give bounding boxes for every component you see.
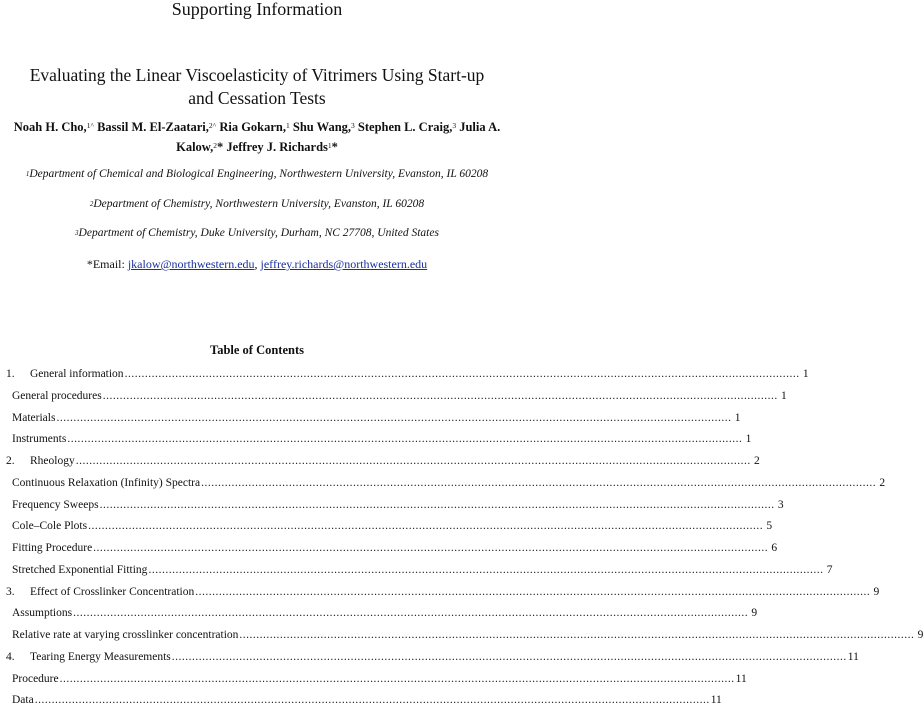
toc-page-number: 1 (802, 368, 809, 380)
toc-dot-leader: ........................................................................................................................................................................................................ (124, 368, 800, 380)
email-link-kalow[interactable]: jkalow@northwestern.edu (127, 257, 255, 271)
author-list (4, 117, 510, 157)
toc-dot-leader: ........................................................................................................................................................................................................ (171, 650, 847, 663)
toc-entry[interactable] (6, 560, 833, 582)
affiliation-3-text: Department of Chemistry, Duke University, Durham, NC 27708, United States (78, 227, 439, 239)
toc-dot-leader: ........................................................................................................................................................................................................ (88, 520, 764, 533)
toc-page-number: 3 (777, 498, 784, 511)
affiliation-1-text: Department of Chemical and Biological Engineering, Northwestern University, Evanston, IL 60208 (29, 168, 489, 180)
toc-entry[interactable] (6, 516, 773, 538)
author-name: Jeffrey J. Richards (226, 140, 328, 154)
author-affiliation-marker: 2 (213, 141, 218, 150)
author-name: Julia A. Kalow, (176, 120, 501, 154)
toc-title: Table of Contents (210, 343, 304, 357)
toc-entry[interactable] (6, 647, 859, 669)
table-of-contents (6, 364, 923, 712)
toc-entry-title: Cole–Cole Plots (12, 520, 88, 533)
toc-entry[interactable] (6, 408, 741, 430)
author-affiliation-marker: 3 (452, 121, 457, 130)
paper-title (0, 64, 514, 110)
toc-entry-title: Effect of Crosslinker Concentration (30, 585, 195, 598)
author-name: Noah H. Cho, (13, 120, 87, 134)
toc-page-number: 11 (735, 672, 747, 685)
toc-entry-title: Frequency Sweeps (12, 498, 99, 511)
toc-entry[interactable] (6, 625, 923, 647)
author-affiliation-marker: 1 (327, 141, 332, 150)
toc-dot-leader: ........................................................................................................................................................................................................ (75, 455, 751, 467)
contact-email (0, 256, 514, 272)
toc-page-number: 9 (917, 629, 923, 641)
toc-page-number: 2 (753, 455, 760, 467)
email-label: *Email: (86, 257, 128, 271)
toc-entry[interactable] (6, 538, 778, 560)
document-heading: Supporting Information (171, 0, 343, 19)
toc-entry-title: Instruments (12, 433, 67, 446)
toc-dot-leader: ........................................................................................................................................................................................................ (67, 433, 743, 446)
toc-dot-leader: ........................................................................................................................................................................................................ (195, 585, 871, 598)
toc-page-number: 11 (847, 650, 859, 663)
paper-title-line-1: Evaluating the Linear Viscoelasticity of Vitrimers Using Start-up (29, 65, 485, 85)
toc-page-number: 1 (745, 433, 752, 446)
toc-entry-title: Tearing Energy Measurements (30, 650, 171, 663)
toc-entry-title: General procedures (12, 389, 102, 402)
toc-entry-title: Relative rate at varying crosslinker concentration (12, 629, 239, 641)
toc-entry[interactable] (6, 386, 787, 408)
toc-entry[interactable] (6, 690, 722, 712)
affiliation-3 (0, 225, 514, 241)
paper-title-line-2: and Cessation Tests (188, 88, 326, 108)
author-affiliation-marker: 2^ (208, 121, 217, 130)
toc-entry-title: Materials (12, 411, 56, 424)
affiliation-3-marker: 3 (75, 229, 79, 237)
toc-dot-leader: ........................................................................................................................................................................................................ (34, 694, 710, 707)
toc-page-number: 9 (873, 585, 880, 598)
author-affiliation-marker: 1 (286, 121, 290, 130)
email-link-richards[interactable]: jeffrey.richards@northwestern.edu (260, 257, 428, 271)
toc-dot-leader: ........................................................................................................................................................................................................ (59, 672, 735, 685)
author-name: Shu Wang, (292, 120, 352, 134)
toc-section-number: 3. (6, 585, 15, 598)
author-name: Ria Gokarn, (219, 120, 286, 134)
toc-dot-leader: ........................................................................................................................................................................................................ (148, 563, 824, 576)
toc-entry-title: Continuous Relaxation (Infinity) Spectra (12, 476, 201, 489)
toc-entry-title: Stretched Exponential Fitting (12, 563, 148, 576)
toc-entry-title: Data (12, 694, 34, 707)
toc-section-number: 2. (6, 455, 15, 467)
toc-entry[interactable] (6, 495, 784, 517)
toc-entry-title: Fitting Procedure (12, 542, 93, 554)
affiliation-1-marker: 1 (25, 170, 30, 178)
toc-entry-title: Rheology (30, 455, 75, 467)
toc-dot-leader: ........................................................................................................................................................................................................ (201, 476, 877, 489)
affiliation-2-marker: 2 (89, 200, 94, 208)
toc-page-number: 9 (751, 607, 758, 620)
toc-section-number: 4. (6, 650, 15, 663)
affiliation-2 (0, 196, 514, 212)
toc-entry-title: Procedure (12, 672, 59, 685)
author-separator: * (331, 140, 338, 154)
author-affiliation-marker: 1^ (86, 121, 94, 130)
author-separator: * (217, 140, 227, 154)
author-name: Bassil M. El-Zaatari, (97, 120, 209, 134)
toc-dot-leader: ........................................................................................................................................................................................................ (102, 389, 778, 402)
toc-page-number: 7 (826, 563, 833, 576)
toc-entry[interactable] (6, 429, 752, 451)
toc-entry[interactable] (6, 582, 880, 604)
toc-dot-leader: ........................................................................................................................................................................................................ (93, 542, 769, 554)
toc-entry[interactable] (6, 364, 809, 386)
toc-entry[interactable] (6, 669, 747, 691)
toc-section-number: 1. (6, 368, 15, 380)
affiliation-1 (0, 166, 514, 182)
toc-dot-leader: ........................................................................................................................................................................................................ (99, 498, 775, 511)
affiliation-2-text: Department of Chemistry, Northwestern University, Evanston, IL 60208 (93, 198, 425, 210)
author-name: Stephen L. Craig, (357, 120, 453, 134)
toc-page-number: 6 (771, 542, 778, 554)
toc-entry-title: Assumptions (12, 607, 73, 620)
toc-dot-leader: ........................................................................................................................................................................................................ (73, 607, 749, 620)
toc-page-number: 11 (710, 694, 722, 707)
toc-page-number: 1 (780, 389, 787, 402)
toc-page-number: 1 (734, 411, 741, 424)
email-separator: , (254, 257, 261, 271)
toc-entry[interactable] (6, 603, 758, 625)
toc-page-number: 2 (879, 476, 886, 489)
toc-entry[interactable] (6, 451, 760, 473)
author-affiliation-marker: 3 (351, 121, 355, 130)
toc-dot-leader: ........................................................................................................................................................................................................ (239, 629, 915, 641)
toc-dot-leader: ........................................................................................................................................................................................................ (56, 411, 732, 424)
toc-entry-title: General information (30, 368, 124, 380)
toc-entry[interactable] (6, 473, 886, 495)
toc-page-number: 5 (766, 520, 773, 533)
